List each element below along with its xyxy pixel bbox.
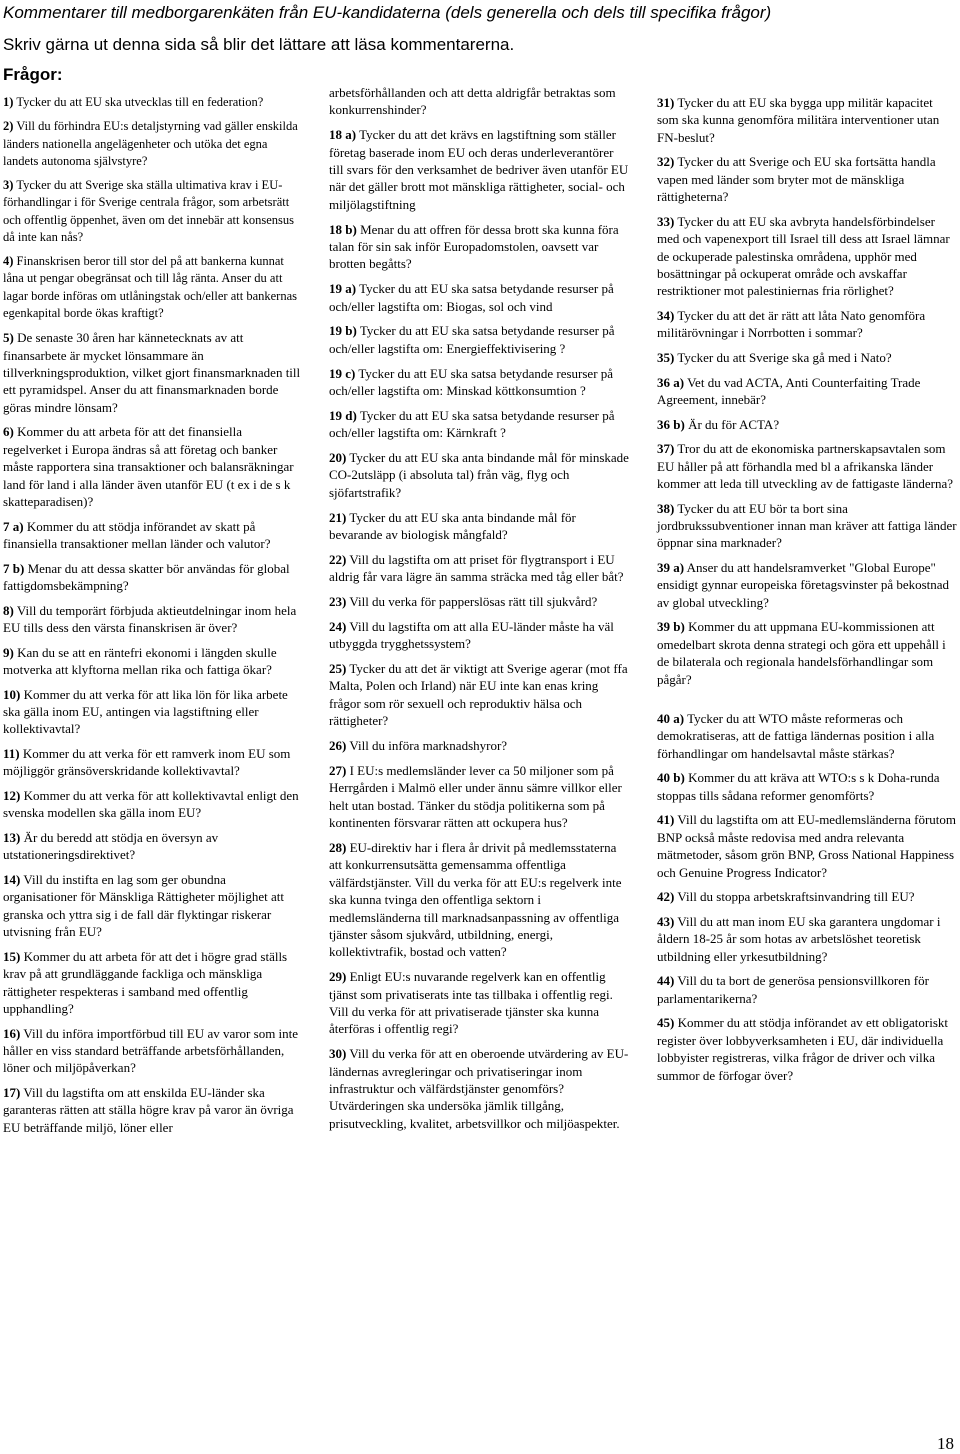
question-text: Är du beredd att stödja en översyn av utstationeringsdirektivet? [3,830,219,863]
question-text: Vill du lagstifta om att EU-medlemsländerna förutom BNP också måste redovisa med andra relevanta mätmetoder, såsom grön BNP, Gross National Happiness och Genuine Progress Indicator? [657,812,957,880]
question-item [657,888,957,905]
question-item [657,913,957,965]
question-text: Tycker du att WTO måste reformeras och demokratiseras, att de fattiga ländernas position i alla förhandlingar om handelsavtal måste stärkas? [657,711,935,761]
question-text: Tycker du att Sverige ska gå med i Nato? [677,350,892,366]
question-text: Vill du lagstifta om att enskilda EU-länder ska garanteras rätten att ställa högre krav på varor än övriga EU beträffande miljö, löner eller [3,1085,294,1135]
question-item [3,94,301,111]
question-text: Vill du lagstifta om att alla EU-länder måste ha väl utbyggda trygghetssystem? [329,618,614,652]
question-item [329,280,629,315]
question-item [3,602,301,637]
question-text: Kommer du att arbeta för att det i högre grad ställs krav på att grundläggande fackliga och mänskliga rättigheter respekteras i samband med offentlig upphandling? [3,948,288,1017]
question-number: 19 b) [329,323,357,339]
question-number: 18 b) [329,221,357,237]
question-text: Vill du verka för papperslösas rätt till sjukvård? [349,594,598,610]
question-text: Vill du införa marknadshyror? [349,738,508,754]
question-text: Vill du förhindra EU:s detaljstyrning vad gäller enskilda länders nationella angelägenheter och utöka det egna landets autonoma självstyre? [3,119,298,168]
question-number: 4) [3,254,14,269]
question-item [329,509,629,544]
question-item [3,829,301,864]
question-item [657,710,957,762]
question-number: 21) [329,509,347,525]
question-text: Tycker du att det är viktigt att Sverige agerar (mot ffa Malta, Polen och Irland) när EU inte kan enas kring frågor som rör sexuell och reproduktiv hälsa och rättigheter? [329,661,628,729]
question-text: Kommer du att verka för att kollektivavtal enligt den svenska modellen ska gälla inom EU? [3,788,299,821]
question-number: 32) [657,154,675,170]
question-text: arbetsförhållanden och att detta aldrigfår betraktas som konkurrenshinder? [329,85,616,118]
question-number: 39 a) [657,560,685,576]
question-item [3,686,301,738]
question-item [329,968,629,1038]
question-item [657,811,957,881]
question-number: 40 a) [657,711,685,727]
question-item [657,500,957,552]
question-item [657,349,957,366]
question-number: 44) [657,973,675,989]
question-text: Tycker du att EU bör ta bort sina jordbrukssubventioner innan man kräver att fattiga länder öppnar sina marknader? [657,500,957,551]
question-item [657,769,957,804]
question-item [329,449,629,501]
question-text: Tycker du att EU ska satsa betydande resurser på och/eller lagstifta om: Minskad köttkonsumtion ? [329,365,614,399]
question-item [657,94,957,146]
question-item [657,618,957,688]
question-number: 28) [329,839,347,855]
question-item [329,365,629,400]
document-title: Kommentarer till medborgarenkäten från EU-kandidaterna (dels generella och dels till specifika frågor) [3,3,772,22]
question-item [3,560,301,595]
question-number: 26) [329,738,347,754]
question-item [3,329,301,416]
question-number: 45) [657,1015,675,1031]
question-number: 9) [3,644,14,660]
question-number: 42) [657,889,675,905]
question-text: Tycker du att det krävs en lagstiftning som ställer företag baserade inom EU och deras underleverantörer till svars för den verksamhet de bedriver även utanför EU när det gäller brott mot mänskliga rättigheter, social- och miljölagstiftning [329,127,629,212]
question-text: Kommer du att uppmana EU-kommissionen att omedelbart skrota denna strategi och göra ett uppehåll i de bilaterala och regionala handelsförhandlingar som pågår? [657,619,946,687]
question-text: Vill du införa importförbud till EU av varor som inte håller en viss standard beträffande arbetsförhållanden, löner och miljöpåverkan? [3,1025,299,1076]
question-text: Tycker du att det är rätt att låta Nato genomföra militärövningar i Norrbotten i sommar? [657,308,926,341]
question-number: 43) [657,913,675,929]
question-text: Kommer du att kräva att WTO:s s k Doha-runda stoppas tills sådana reformer genomförts? [657,770,940,803]
question-item [329,126,629,213]
question-number: 5) [3,330,14,346]
question-text: Finanskrisen beror till stor del på att bankerna kunnat låna ut pengar obegränsat och till låg ränta. Anser du att lagar borde införas om utlåningstak och/eller att bankernas egenkapital borde ökas kraftigt? [3,254,297,320]
question-text: Kommer du att verka för att lika lön för lika arbete ska gälla inom EU, antingen via lagstiftning eller kollektivavtal? [3,686,288,737]
question-item [329,762,629,832]
question-number: 23) [329,594,347,610]
question-item [657,1014,957,1084]
question-text: Kommer du att stödja införandet av skatt på finansiella transaktioner mellan länder och valutor? [3,518,271,552]
question-number: 11) [3,746,20,762]
question-item [657,307,957,342]
question-item [329,593,629,610]
question-number: 13) [3,830,21,846]
column-3 [657,94,957,1091]
question-number: 10) [3,686,21,702]
question-text: Tycker du att EU ska utvecklas till en federation? [16,95,264,109]
question-number: 19 a) [329,281,357,297]
question-text: Vill du temporärt förbjuda aktieutdelningar inom hela EU tills dess den värsta finanskrisen är över? [3,602,297,636]
question-number: 29) [329,969,347,985]
question-item [3,423,301,510]
question-text: Tror du att de ekonomiska partnerskapsavtalen som EU håller på att förhandla med bl a afrikanska länder kommer att leda till utveckling av de fattigaste länderna? [657,441,953,492]
question-text: Vill du stoppa arbetskraftsinvandring till EU? [677,889,915,905]
question-text: Vet du vad ACTA, Anti Counterfaiting Trade Agreement, innebär? [657,374,921,408]
question-item [329,551,629,586]
question-item [657,440,957,492]
question-number: 41) [657,812,675,828]
question-item [657,972,957,1007]
question-number: 15) [3,948,21,964]
question-number: 25) [329,661,347,677]
question-text: Tycker du att EU ska satsa betydande resurser på och/eller lagstifta om: Energieffektivisering ? [329,323,615,356]
question-item [3,871,301,941]
question-item [329,839,629,961]
question-item [329,660,629,730]
question-item [657,213,957,300]
question-text: Vill du att man inom EU ska garantera ungdomar i åldern 18-25 år som hotas av arbetslöshet teoretisk utbildning eller yrkesutbildning? [657,913,941,964]
question-text: De senaste 30 åren har kännetecknats av att finansarbete är mycket lönsammare än tillverkningsproduktion, vilket gjort finansmarknaden till ett pyramidspel. Anser du att finansmarknaden borde göras mindre lönsam? [3,330,301,415]
question-number: 16) [3,1025,21,1041]
question-number: 24) [329,618,347,634]
question-number: 14) [3,872,21,888]
question-text: Tycker du att Sverige ska ställa ultimativa krav i EU-förhandlingar i för Sverige centrala frågor, som arbetsrätt och offentlig öppenhet, även om det innebär att konsensus då inte kan nås? [3,178,295,244]
question-item [3,177,301,246]
question-number: 31) [657,95,675,110]
question-text: Vill du verka för att en oberoende utvärdering av EU-ländernas avregleringar och privatiseringar inom infrastruktur och välfärdstjänster genomförs? Utvärderingen ska undersöka jämlik tillgång, prisutveckling, kvalitet, arbetsvillkor och miljöaspekter. [329,1046,629,1131]
question-item [3,118,301,170]
question-text: Vill du lagstifta om att priset för flygtransport i EU aldrig får vara lägre än samma sträcka med tåg eller båt? [329,551,624,585]
question-text: Vill du instifta en lag som ger obundna organisationer för Mänskliga Rättigheter möjlighet att granska och yttra sig i de fall där flyktingar riskerar utvisning från EU? [3,872,284,940]
question-item [329,221,629,273]
column-2 [329,84,629,1140]
question-text: Är du för ACTA? [688,416,780,432]
questions-heading: Frågor: [3,65,63,84]
question-number: 8) [3,602,14,618]
question-item [657,153,957,205]
question-item [3,787,301,822]
question-text: Enligt EU:s nuvarande regelverk kan en offentlig tjänst som privatiserats inte tas tillbaka i offentlig regi. Vill du verka för att privatiserade tjänster ska kunna återföras i offentlig regi? [329,969,613,1037]
question-number: 36 b) [657,416,685,432]
question-number: 7 b) [3,560,25,576]
question-number: 7 a) [3,518,24,534]
question-number: 40 b) [657,770,685,786]
question-item [329,84,629,119]
question-number: 27) [329,762,347,778]
question-item [657,374,957,409]
question-number: 39 b) [657,619,685,635]
question-number: 30) [329,1046,347,1062]
page-number: 18 [937,1434,954,1453]
question-item [657,559,957,611]
question-item [3,948,301,1018]
question-text: Vill du ta bort de generösa pensionsvillkoren för parlamentarikerna? [657,973,929,1006]
question-number: 6) [3,424,14,440]
question-number: 36 a) [657,374,685,390]
question-number: 12) [3,788,21,804]
question-item [329,1045,629,1132]
question-number: 34) [657,308,675,324]
question-number: 37) [657,441,675,457]
question-number: 17) [3,1085,21,1101]
question-number: 3) [3,178,14,193]
question-number: 2) [3,119,14,134]
question-text: Kommer du att arbeta för att det finansiella regelverket i Europa ändras så att företag och banker måste rapportera sina transaktioner och balansräkningar land för land i alla länder även utanför EU (t ex i de s k skatteparadisen)? [3,424,294,510]
question-item [3,1025,301,1077]
question-item [329,737,629,754]
question-text: Tycker du att EU ska anta bindande mål för minskade CO-2utsläpp (i absoluta tal) från väg, flyg och sjöfartstrafik? [329,450,629,500]
document-subtitle: Skriv gärna ut denna sida så blir det lättare att läsa kommentarerna. [3,35,515,54]
question-item [3,745,301,780]
question-item [3,518,301,553]
question-number: 18 a) [329,127,357,143]
question-text: Menar du att dessa skatter bör användas för global fattigdomsbekämpning? [3,560,290,594]
question-number: 20) [329,450,347,466]
question-text: Tycker du att EU ska avbryta handelsförbindelser med och vapenexport till Israel till dess att Israel lämnar de ockuperade palestinska områdena, upphör med bosättningar på ockuperat område och avskaffar restriktioner mot palestiniernas fria rörlighet? [657,213,950,299]
question-number: 35) [657,350,675,366]
question-text: Anser du att handelsramverket "Global Europe" ensidigt gynnar europeiska företagsvinster på bekostnad av global utveckling? [657,560,950,610]
question-text: Tycker du att EU ska anta bindande mål för bevarande av biologisk mångfald? [329,509,576,543]
question-item [3,1084,301,1136]
question-text: Kan du se att en räntefri ekonomi i längden skulle motverka att klyftorna mellan rika och fattiga ökar? [3,644,277,678]
question-number: 38) [657,500,675,516]
question-text: Kommer du att stödja införandet av ett obligatoriskt register över lobbyverksamheten i EU, där individuella lobbyister registreras, vilka frågor de driver och vilka summor de förfogar över? [657,1015,949,1083]
question-number: 33) [657,213,675,229]
question-item [3,644,301,679]
question-number: 1) [3,95,14,109]
question-text: EU-direktiv har i flera år drivit på medlemsstaterna att konkurrensutsätta gemensamma offentliga välfärdstjänster. Vill du verka för att EU:s regelverk inte ska kunna tvinga den offentliga sektorn i medlemsländerna till marknadsanpassning av offentliga tjänster såsom sjukvård, utbildning, energi, kollektivtrafik, bostad och vatten? [329,839,622,960]
question-text: Tycker du att EU ska satsa betydande resurser på och/eller lagstifta om: Kärnkraft ? [329,407,615,441]
question-text: Tycker du att EU ska bygga upp militär kapacitet som ska kunna genomföra militära interventioner utan FN-beslut? [657,95,940,145]
question-number: 22) [329,551,347,567]
question-item [329,618,629,653]
question-text: Kommer du att verka för ett ramverk inom EU som möjliggör gränsöverskridande kollektivavtal? [3,746,291,779]
question-item [657,416,957,433]
question-number: 19 d) [329,407,357,423]
question-item [329,407,629,442]
question-number: 19 c) [329,365,356,381]
question-text: Tycker du att Sverige och EU ska fortsätta handla vapen med länder som bryter mot de mänskliga rättigheterna? [657,154,936,205]
column-1 [3,94,301,1143]
question-item [3,253,301,322]
question-text: I EU:s medlemsländer lever ca 50 miljoner som på Herrgården i Malmö eller under ännu sämre villkor eller helt utan bostad. Tänker du stödja politikerna som på kontinenten försvarar rätten att ockupera hus? [329,762,622,831]
question-text: Menar du att offren för dessa brott ska kunna föra talan för sin sak inför Europadomstolen, oavsett var brotten begåtts? [329,221,619,272]
question-item [329,322,629,357]
question-text: Tycker du att EU ska satsa betydande resurser på och/eller lagstifta om: Biogas, sol och vind [329,281,614,314]
